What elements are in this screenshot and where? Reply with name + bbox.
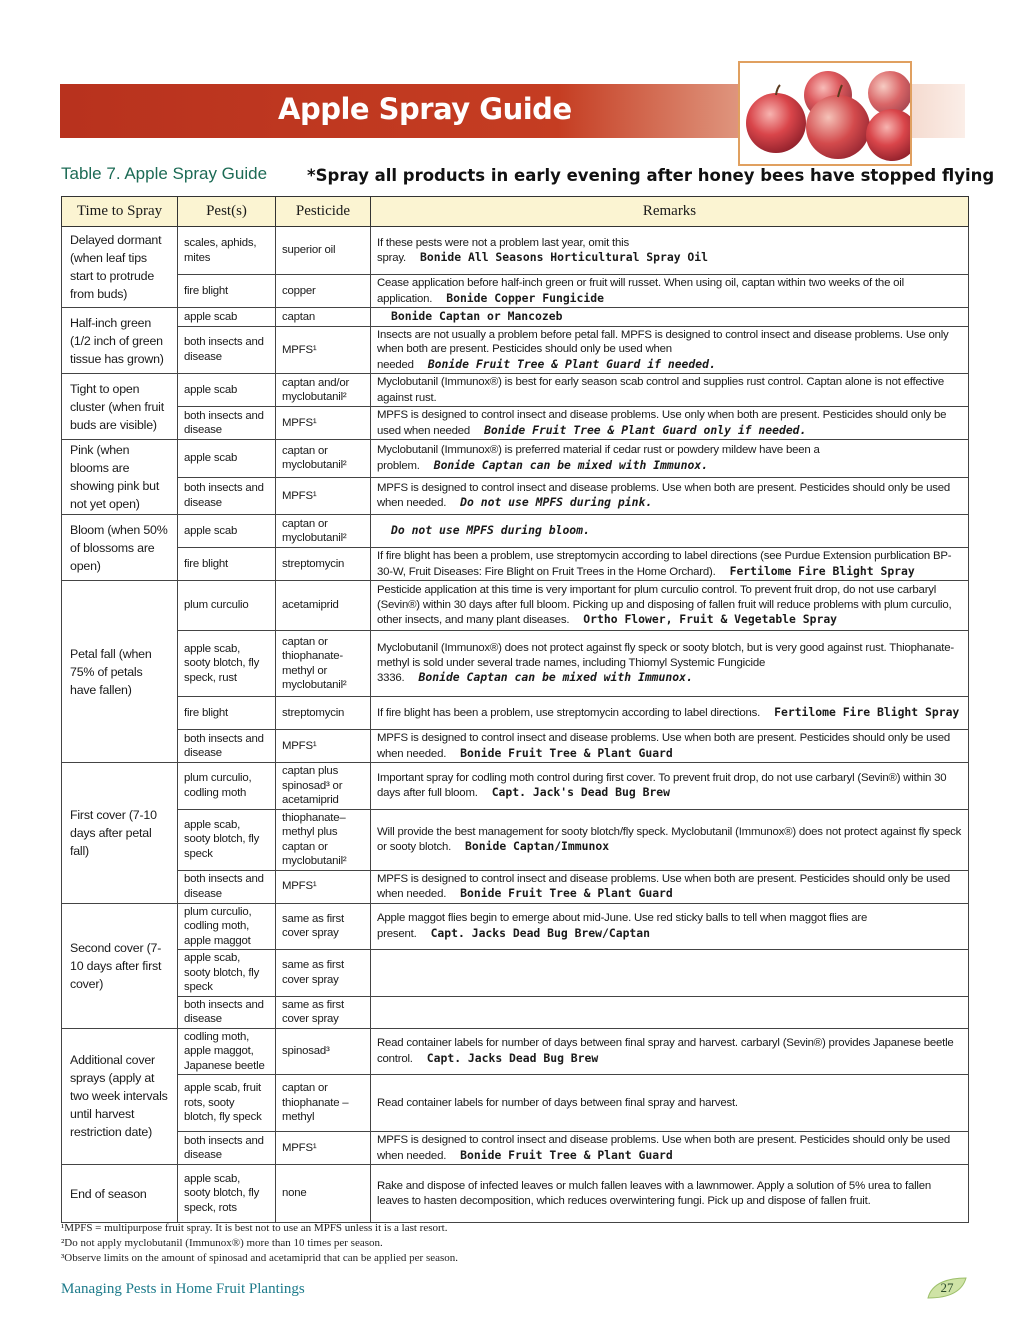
pesticide-cell: thiophanate–methyl plus captan or myclobutanil² [276, 809, 371, 870]
time-to-spray-cell: Second cover (7-10 days after first cover) [62, 903, 178, 1028]
pests-cell: fire blight [178, 697, 276, 730]
time-to-spray-cell: First cover (7-10 days after petal fall) [62, 763, 178, 904]
remarks-text: If fire blight has been a problem, use streptomycin according to label directions. [377, 707, 761, 720]
pesticide-cell: MPFS¹ [276, 477, 371, 515]
pesticide-cell: same as first cover spray [276, 903, 371, 950]
remarks-text: MPFS is designed to control insect and disease problems. Use when both are present. Pesticides should only be used when needed. [377, 732, 951, 760]
table-row [62, 1165, 969, 1223]
remarks-cell [371, 477, 969, 515]
time-to-spray-cell: Half-inch green (1/2 inch of green tissue has grown) [62, 308, 178, 374]
pesticide-cell: same as first cover spray [276, 996, 371, 1028]
remarks-cell [371, 275, 969, 308]
remarks-cell [371, 515, 969, 548]
remarks-text: Cease application before half-inch green or fruit will russet. When using oil, captan within two weeks of the oil application. [377, 277, 904, 305]
product-recommendation: Bonide Fruit Tree & Plant Guard [460, 886, 673, 900]
spray-timing-note: *Spray all products in early evening after honey bees have stopped flying [307, 166, 995, 185]
table-row [62, 903, 969, 950]
table-row [62, 581, 969, 631]
remarks-text: If fire blight has been a problem, use streptomycin according to label directions (see Purdue Extension purblication BP-30-W, Fruit Diseases: Fire Blight on Fruit Trees in the Home Orchard). [377, 550, 952, 578]
pesticide-cell: streptomycin [276, 548, 371, 581]
time-to-spray-cell: Bloom (when 50% of blossoms are open) [62, 515, 178, 581]
remarks-text: Rake and dispose of infected leaves or mulch fallen leaves with a lawnmower. Apply a solution of 5% urea to fallen leaves to hasten decomposition, which reduces overwintering fungi. Pick up and dispose of fallen fruit. [377, 1179, 932, 1207]
remarks-text: Will provide the best management for sooty blotch/fly speck. Myclobutanil (Immunox®) does not protect against fly speck or sooty blotch. [377, 825, 962, 853]
product-recommendation: Bonide Captan can be mixed with Immunox. [418, 670, 693, 685]
table-row [62, 1028, 969, 1075]
remarks-text: Myclobutanil (Immunox®) does not protect against fly speck or sooty blotch, but is very good against rust. Thiophanate-methyl is sold under several trade names, including Thiomyl Systemic Fungicide 3336. [377, 642, 955, 685]
table-row [62, 950, 969, 997]
table-row [62, 227, 969, 275]
table-row [62, 870, 969, 903]
pesticide-cell: captan or thiophanate –methyl [276, 1075, 371, 1132]
pesticide-cell: captan or myclobutanil² [276, 440, 371, 478]
table-row [62, 477, 969, 515]
header-remarks: Remarks [371, 197, 969, 227]
time-to-spray-cell: Pink (when blooms are showing pink but not yet open) [62, 440, 178, 515]
pests-cell: apple scab [178, 440, 276, 478]
remarks-text: Pesticide application at this time is very important for plum curculio control. To prevent fruit drop, do not use carbaryl (Sevin®) within 30 days after full bloom. Picking up and disposing of fallen fruit will reduce problems with plum curculio, other insects, and many plant diseases. [377, 584, 952, 627]
table-header-row [62, 197, 969, 227]
pests-cell: both insects and disease [178, 996, 276, 1028]
remarks-cell [371, 697, 969, 730]
remarks-cell [371, 1028, 969, 1075]
table-row [62, 515, 969, 548]
pests-cell: plum curculio, codling moth, apple maggot [178, 903, 276, 950]
remarks-cell [371, 870, 969, 903]
pests-cell: apple scab, sooty blotch, fly speck, rots [178, 1165, 276, 1223]
table-caption: Table 7. Apple Spray Guide [61, 164, 268, 183]
pests-cell: fire blight [178, 548, 276, 581]
product-recommendation: Bonide Captan/Immunox [465, 839, 610, 853]
remarks-text: Read container labels for number of days between final spray and harvest. carbaryl (Sevin®) provides Japanese beetle control. [377, 1037, 954, 1065]
pesticide-cell: MPFS¹ [276, 730, 371, 763]
pesticide-cell: copper [276, 275, 371, 308]
pests-cell: both insects and disease [178, 326, 276, 374]
remarks-cell [371, 1075, 969, 1132]
pesticide-cell: MPFS¹ [276, 870, 371, 903]
table-row [62, 407, 969, 440]
remarks-text: Insects are not usually a problem before petal fall. MPFS is designed to control insect and disease problems. Use only when both are present. Pesticides should only be used when needed [377, 328, 949, 371]
pests-cell: both insects and disease [178, 477, 276, 515]
header-pests: Pest(s) [178, 197, 276, 227]
remarks-cell [371, 326, 969, 374]
pests-cell: both insects and disease [178, 407, 276, 440]
pests-cell: both insects and disease [178, 870, 276, 903]
table-row [62, 374, 969, 407]
pests-cell: apple scab, fruit rots, sooty blotch, fly speck [178, 1075, 276, 1132]
pesticide-cell: captan and/or myclobutanil² [276, 374, 371, 407]
pesticide-cell: MPFS¹ [276, 1132, 371, 1165]
pests-cell: both insects and disease [178, 1132, 276, 1165]
table-row [62, 697, 969, 730]
table-row [62, 809, 969, 870]
apples-image [740, 63, 910, 164]
footnote-1: ¹MPFS = multipurpose fruit spray. It is best not to use an MPFS unless it is a last resort. [61, 1222, 448, 1234]
remarks-text: MPFS is designed to control insect and disease problems. Use when both are present. Pesticides should only be used when needed. [377, 481, 951, 510]
remarks-cell [371, 308, 969, 327]
table-row [62, 1132, 969, 1165]
pests-cell: plum curculio, codling moth [178, 763, 276, 810]
table-row [62, 730, 969, 763]
pests-cell: apple scab [178, 515, 276, 548]
pesticide-cell: captan or myclobutanil² [276, 515, 371, 548]
page-number: 27 [940, 1280, 954, 1295]
pests-cell: scales, aphids, mites [178, 227, 276, 275]
product-recommendation: Bonide Captan can be mixed with Immunox. [433, 457, 709, 472]
remarks-text: Myclobutanil (Immunox®) is best for early season scab control and supplies rust control. Captan alone is not effective against rust. [377, 376, 945, 404]
pests-cell: both insects and disease [178, 730, 276, 763]
table-row [62, 996, 969, 1028]
header-pesticide: Pesticide [276, 197, 371, 227]
remarks-cell [371, 407, 969, 440]
pests-cell: apple scab, sooty blotch, fly speck [178, 950, 276, 997]
remarks-text: Important spray for codling moth control during first cover. To prevent fruit drop, do not use carbaryl (Sevin®) within 30 days after full bloom. [377, 771, 947, 800]
time-to-spray-cell: Delayed dormant (when leaf tips start to protrude from buds) [62, 227, 178, 308]
table-row [62, 763, 969, 810]
pesticide-cell: captan or thiophanate-methyl or myclobutanil² [276, 631, 371, 697]
pesticide-cell: captan [276, 308, 371, 327]
product-recommendation: Bonide Captan or Mancozeb [391, 309, 563, 323]
pesticide-cell: none [276, 1165, 371, 1223]
product-recommendation: Fertilome Fire Blight Spray [774, 705, 960, 720]
remarks-cell [371, 763, 969, 810]
remarks-cell [371, 440, 969, 478]
remarks-cell [371, 374, 969, 407]
remarks-cell [371, 631, 969, 697]
remarks-text: Apple maggot flies begin to emerge about mid-June. Use red sticky balls to tell when maggot flies are present. [377, 912, 868, 940]
time-to-spray-cell: Tight to open cluster (when fruit buds are visible) [62, 374, 178, 440]
pesticide-cell: MPFS¹ [276, 407, 371, 440]
time-to-spray-cell: End of season [62, 1165, 178, 1223]
table-row [62, 326, 969, 374]
pests-cell: apple scab, sooty blotch, fly speck, rust [178, 631, 276, 697]
pests-cell: fire blight [178, 275, 276, 308]
remarks-cell [371, 1165, 969, 1223]
apples-photo [738, 61, 912, 166]
remarks-text: MPFS is designed to control insect and disease problems. Use when both are present. Pesticides should only be used when needed. [377, 872, 951, 900]
spray-guide-table [61, 196, 969, 1223]
remarks-text: MPFS is designed to control insect and disease problems. Use only when both are present. Pesticides should only be used when needed [377, 409, 947, 437]
remarks-cell [371, 1132, 969, 1165]
product-recommendation: Bonide All Seasons Horticultural Spray Oil [419, 250, 709, 264]
remarks-cell [371, 581, 969, 631]
remarks-text: MPFS is designed to control insect and disease problems. Use when both are present. Pesticides should only be used when needed. [377, 1134, 951, 1162]
table-row [62, 308, 969, 327]
time-to-spray-cell: Petal fall (when 75% of petals have fallen) [62, 581, 178, 763]
product-recommendation: Do not use MPFS during bloom. [391, 523, 590, 538]
remarks-cell [371, 227, 969, 275]
pesticide-cell: captan plus spinosad³ or acetamiprid [276, 763, 371, 810]
remarks-text: Myclobutanil (Immunox®) is preferred material if cedar rust or powdery mildew have been a problem. [377, 444, 820, 472]
pesticide-cell: superior oil [276, 227, 371, 275]
header-time: Time to Spray [62, 197, 178, 227]
product-recommendation: Do not use MPFS during pink. [460, 495, 653, 510]
remarks-cell [371, 730, 969, 763]
product-recommendation: Bonide Fruit Tree & Plant Guard [460, 745, 673, 760]
product-recommendation: Fertilome Fire Blight Spray [729, 563, 915, 578]
pests-cell: codling moth, apple maggot, Japanese beetle [178, 1028, 276, 1075]
product-recommendation: Ortho Flower, Fruit & Vegetable Spray [583, 612, 838, 627]
pests-cell: plum curculio [178, 581, 276, 631]
table-row [62, 548, 969, 581]
footer-publication-title: Managing Pests in Home Fruit Plantings [61, 1281, 305, 1297]
remarks-cell [371, 903, 969, 950]
time-to-spray-cell: Additional cover sprays (apply at two week intervals until harvest restriction date) [62, 1028, 178, 1165]
product-recommendation: Capt. Jacks Dead Bug Brew [426, 1050, 599, 1065]
footnote-3: ³Observe limits on the amount of spinosad and acetamiprid that can be applied per season. [61, 1252, 459, 1264]
footnote-2: ²Do not apply myclobutanil (Immunox®) more than 10 times per season. [61, 1237, 383, 1249]
product-recommendation: Bonide Fruit Tree & Plant Guard only if needed. [484, 422, 807, 437]
pesticide-cell: spinosad³ [276, 1028, 371, 1075]
table-body [62, 227, 969, 1223]
remarks-cell [371, 950, 969, 997]
pests-cell: apple scab [178, 308, 276, 327]
pests-cell: apple scab [178, 374, 276, 407]
pesticide-cell: MPFS¹ [276, 326, 371, 374]
page-title: Apple Spray Guide [278, 92, 572, 126]
pesticide-cell: same as first cover spray [276, 950, 371, 997]
product-recommendation: Bonide Fruit Tree & Plant Guard if needed. [427, 356, 716, 371]
remarks-cell [371, 809, 969, 870]
pesticide-cell: streptomycin [276, 697, 371, 730]
footnotes [61, 1221, 458, 1266]
product-recommendation: Capt. Jack's Dead Bug Brew [491, 785, 671, 800]
product-recommendation: Bonide Fruit Tree & Plant Guard [460, 1147, 673, 1162]
remarks-text: If these pests were not a problem last year, omit this spray. [377, 236, 629, 264]
remarks-cell [371, 548, 969, 581]
pesticide-cell: acetamiprid [276, 581, 371, 631]
table-row [62, 275, 969, 308]
remarks-text: Read container labels for number of days between final spray and harvest. [377, 1097, 738, 1110]
table-row [62, 440, 969, 478]
remarks-cell [371, 996, 969, 1028]
pests-cell: apple scab, sooty blotch, fly speck [178, 809, 276, 870]
product-recommendation: Capt. Jacks Dead Bug Brew/Captan [430, 925, 651, 940]
table-row [62, 1075, 969, 1132]
table-row [62, 631, 969, 697]
product-recommendation: Bonide Copper Fungicide [446, 290, 604, 305]
